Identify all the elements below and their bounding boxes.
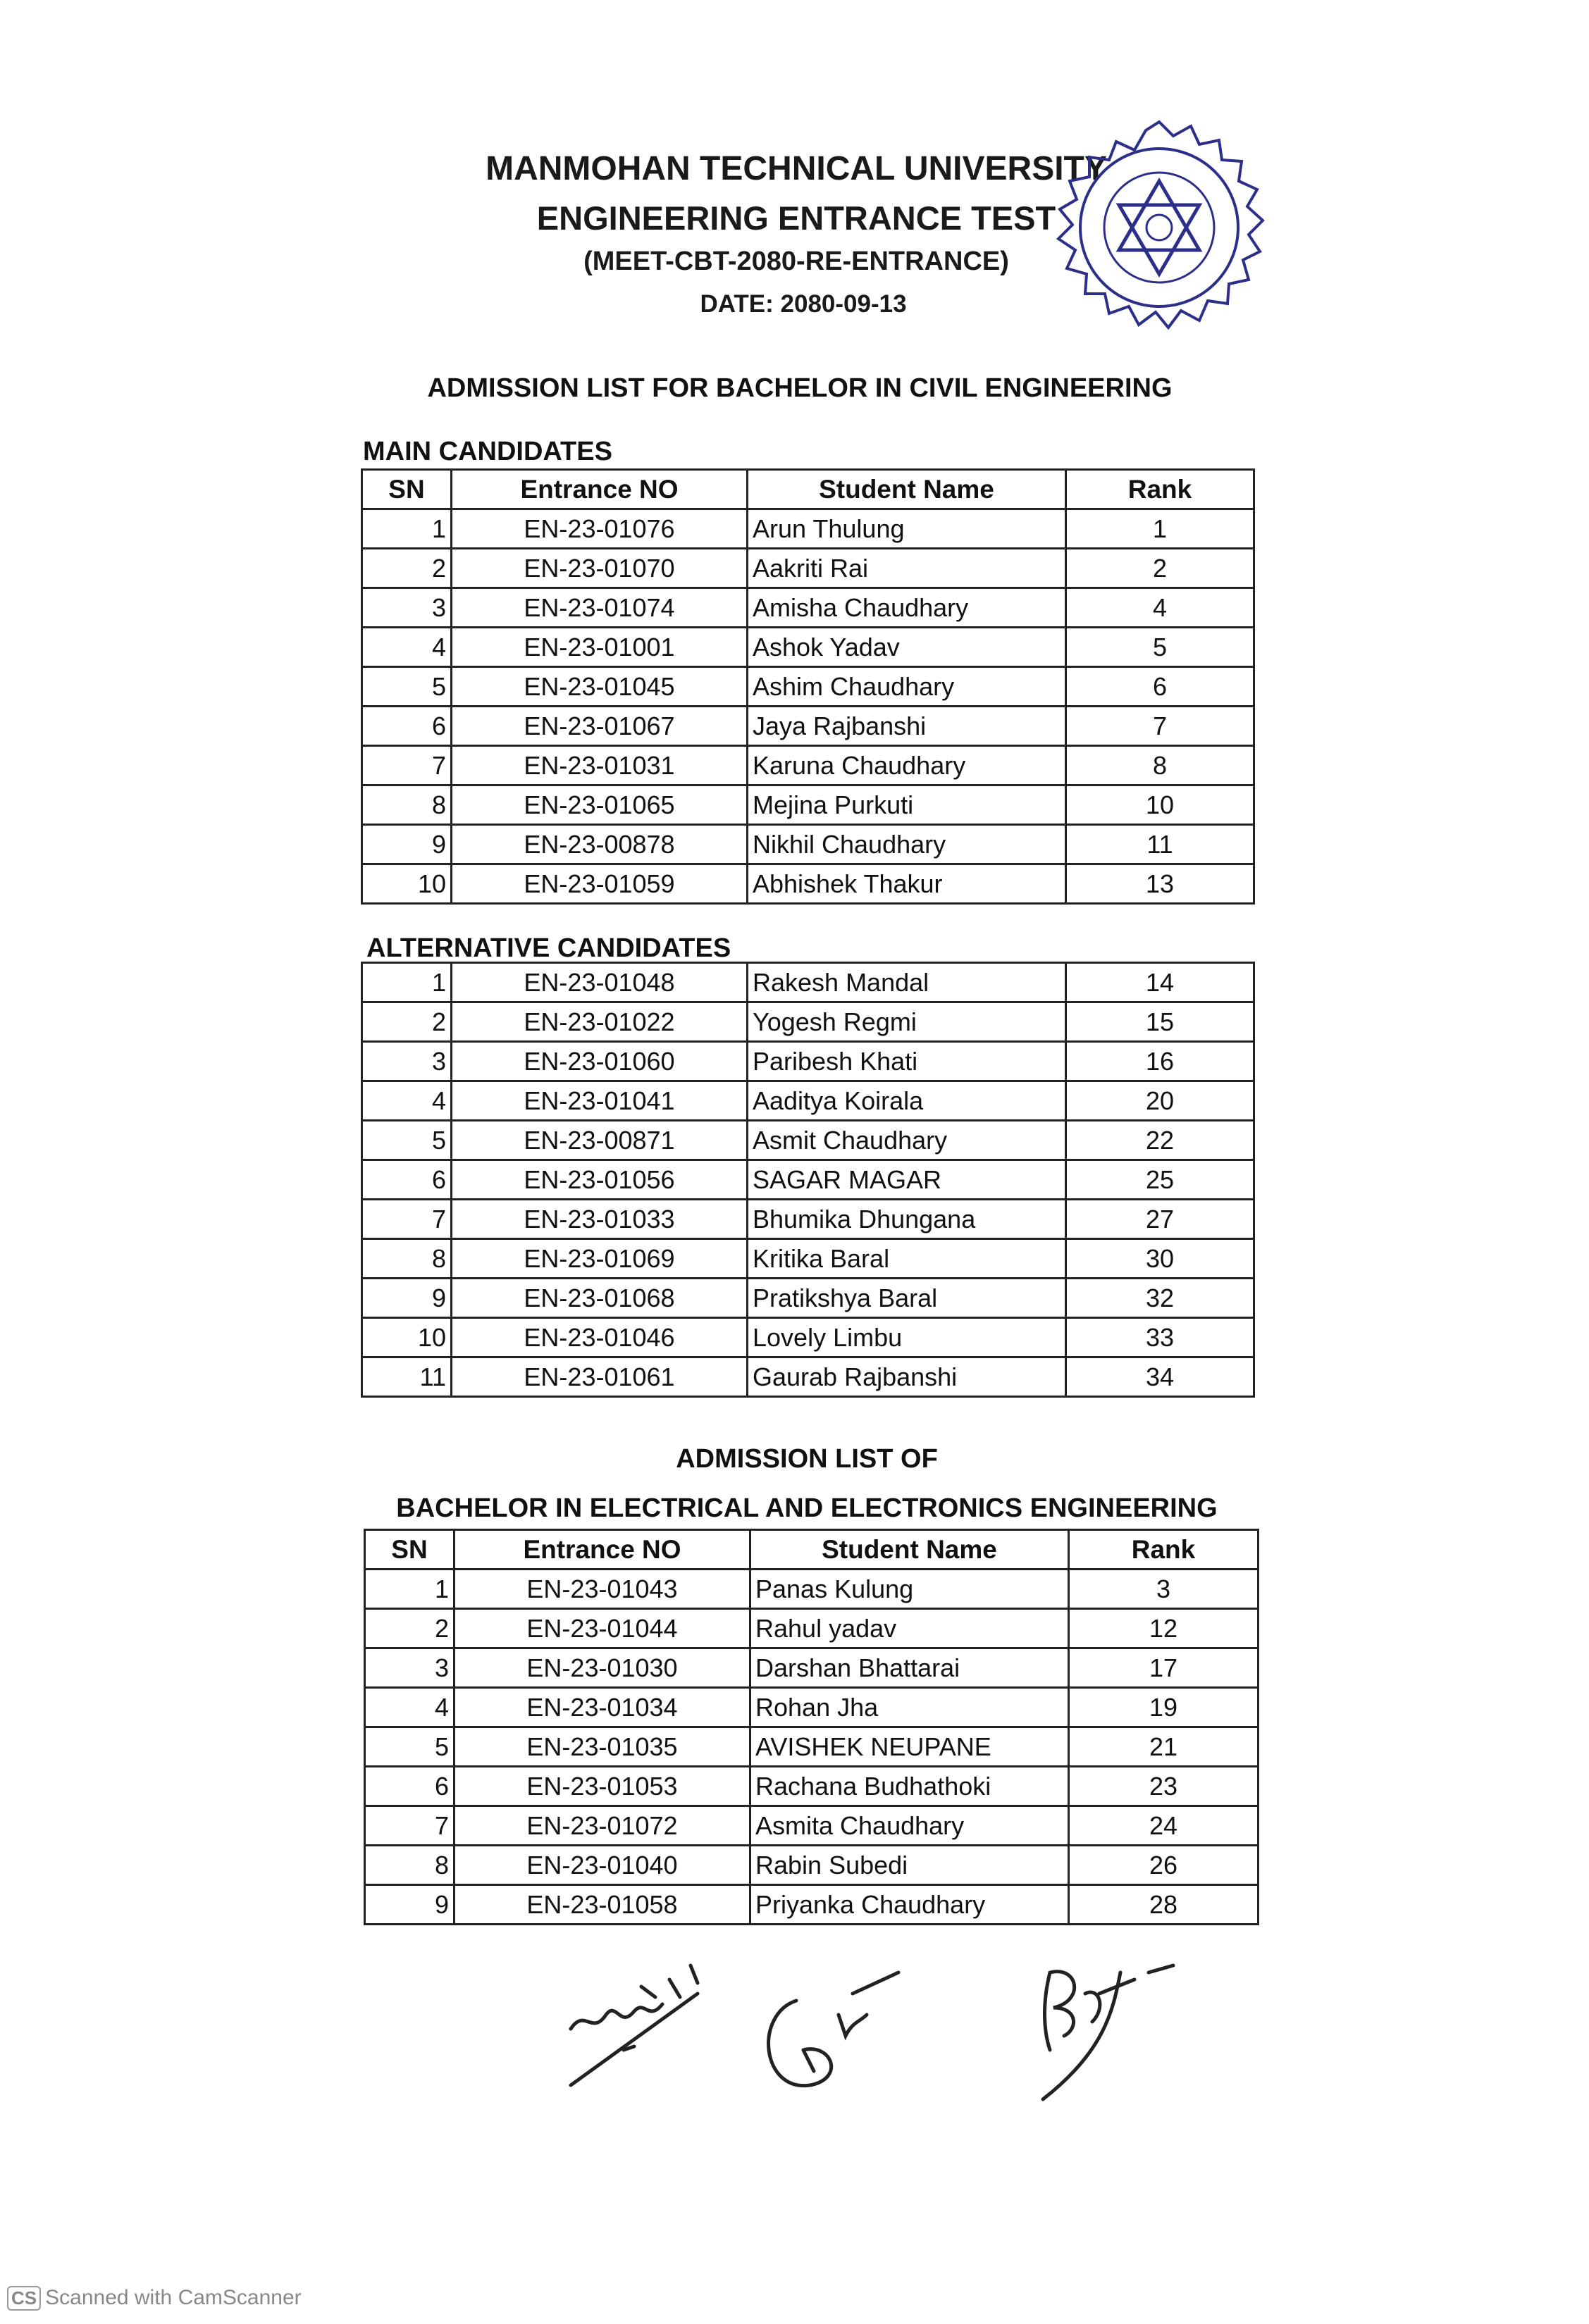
cell-entrance-no: EN-23-01069 [452, 1239, 748, 1279]
cell-rank: 2 [1066, 549, 1254, 588]
cell-rank: 27 [1066, 1200, 1254, 1239]
cell-rank: 1 [1066, 509, 1254, 549]
table-row [362, 1318, 1254, 1357]
cell-student-name: Lovely Limbu [748, 1318, 1066, 1357]
cell-entrance-no: EN-23-01030 [455, 1648, 750, 1688]
civil-alternative-table [361, 962, 1255, 1398]
cell-entrance-no: EN-23-00871 [452, 1121, 748, 1160]
cell-rank: 10 [1066, 785, 1254, 825]
cell-rank: 26 [1069, 1846, 1259, 1885]
civil-title: ADMISSION LIST FOR BACHELOR IN CIVIL ENGINEERING [427, 373, 1173, 403]
column-header-name: Student Name [748, 470, 1066, 509]
table-row [365, 1609, 1259, 1648]
cell-entrance-no: EN-23-01074 [452, 588, 748, 628]
electrical-title-line1: ADMISSION LIST OF [676, 1444, 938, 1474]
table-row [362, 667, 1254, 707]
column-header-sn: SN [362, 470, 452, 509]
cell-entrance-no: EN-23-01033 [452, 1200, 748, 1239]
cell-sn: 11 [362, 1357, 452, 1397]
cell-sn: 3 [365, 1648, 455, 1688]
cell-entrance-no: EN-23-01035 [455, 1727, 750, 1767]
table-row [365, 1727, 1259, 1767]
cell-rank: 17 [1069, 1648, 1259, 1688]
cell-student-name: Abhishek Thakur [748, 864, 1066, 904]
column-header-entrance: Entrance NO [455, 1530, 750, 1570]
cell-student-name: Arun Thulung [748, 509, 1066, 549]
column-header-rank: Rank [1069, 1530, 1259, 1570]
cell-student-name: Rohan Jha [750, 1688, 1069, 1727]
cell-student-name: Aaditya Koirala [748, 1081, 1066, 1121]
cell-student-name: AVISHEK NEUPANE [750, 1727, 1069, 1767]
table-row [362, 509, 1254, 549]
cell-student-name: Bhumika Dhungana [748, 1200, 1066, 1239]
cell-entrance-no: EN-23-01043 [455, 1570, 750, 1609]
cell-sn: 4 [365, 1688, 455, 1727]
cell-sn: 2 [362, 1002, 452, 1042]
table-row [365, 1648, 1259, 1688]
table-row [365, 1767, 1259, 1806]
cell-entrance-no: EN-23-01065 [452, 785, 748, 825]
table-row [362, 746, 1254, 785]
cell-entrance-no: EN-23-01034 [455, 1688, 750, 1727]
scanner-text: Scanned with CamScanner [45, 2286, 302, 2309]
cell-entrance-no: EN-23-01067 [452, 707, 748, 746]
cell-student-name: Nikhil Chaudhary [748, 825, 1066, 864]
cell-sn: 7 [365, 1806, 455, 1846]
cell-rank: 15 [1066, 1002, 1254, 1042]
cell-sn: 5 [362, 667, 452, 707]
cell-entrance-no: EN-23-01022 [452, 1002, 748, 1042]
signature-2 [747, 1930, 909, 2106]
cell-sn: 4 [362, 628, 452, 667]
table-row [362, 588, 1254, 628]
cell-student-name: Ashok Yadav [748, 628, 1066, 667]
cell-rank: 14 [1066, 963, 1254, 1002]
cell-sn: 9 [362, 825, 452, 864]
cell-sn: 1 [362, 963, 452, 1002]
scanner-watermark [7, 2286, 302, 2311]
column-header-rank: Rank [1066, 470, 1254, 509]
cell-sn: 1 [365, 1570, 455, 1609]
test-code: (MEET-CBT-2080-RE-ENTRANCE) [583, 247, 1009, 276]
cell-student-name: Paribesh Khati [748, 1042, 1066, 1081]
table-row [362, 1357, 1254, 1397]
cell-sn: 2 [362, 549, 452, 588]
table-row [362, 864, 1254, 904]
column-header-name: Student Name [750, 1530, 1069, 1570]
cell-rank: 24 [1069, 1806, 1259, 1846]
signature-1 [557, 1930, 740, 2106]
electrical-table [364, 1529, 1259, 1925]
cell-student-name: SAGAR MAGAR [748, 1160, 1066, 1200]
cell-entrance-no: EN-23-01053 [455, 1767, 750, 1806]
cell-student-name: Darshan Bhattarai [750, 1648, 1069, 1688]
table-row [362, 785, 1254, 825]
cell-rank: 8 [1066, 746, 1254, 785]
cell-student-name: Panas Kulung [750, 1570, 1069, 1609]
cell-entrance-no: EN-23-01058 [455, 1885, 750, 1925]
cell-sn: 9 [362, 1279, 452, 1318]
cell-student-name: Rahul yadav [750, 1609, 1069, 1648]
cell-entrance-no: EN-23-01068 [452, 1279, 748, 1318]
table-row [362, 1002, 1254, 1042]
cell-rank: 23 [1069, 1767, 1259, 1806]
cell-student-name: Rachana Budhathoki [750, 1767, 1069, 1806]
cell-rank: 3 [1069, 1570, 1259, 1609]
cell-rank: 22 [1066, 1121, 1254, 1160]
cell-sn: 8 [362, 785, 452, 825]
cell-rank: 13 [1066, 864, 1254, 904]
table-row [362, 963, 1254, 1002]
cell-entrance-no: EN-23-01059 [452, 864, 748, 904]
cell-sn: 8 [365, 1846, 455, 1885]
table-row [365, 1688, 1259, 1727]
cell-entrance-no: EN-23-01056 [452, 1160, 748, 1200]
table-row [362, 1279, 1254, 1318]
table-header-row [365, 1530, 1259, 1570]
main-candidates-label: MAIN CANDIDATES [363, 437, 612, 466]
table-row [362, 1081, 1254, 1121]
cell-sn: 2 [365, 1609, 455, 1648]
cell-student-name: Amisha Chaudhary [748, 588, 1066, 628]
cell-sn: 8 [362, 1239, 452, 1279]
cell-sn: 7 [362, 746, 452, 785]
cell-rank: 30 [1066, 1239, 1254, 1279]
cell-entrance-no: EN-23-01061 [452, 1357, 748, 1397]
cell-rank: 21 [1069, 1727, 1259, 1767]
cell-rank: 28 [1069, 1885, 1259, 1925]
cell-sn: 6 [362, 707, 452, 746]
alternative-candidates-label: ALTERNATIVE CANDIDATES [366, 933, 731, 963]
table-row [365, 1885, 1259, 1925]
camscanner-logo-icon: CS [7, 2286, 41, 2311]
cell-sn: 6 [365, 1767, 455, 1806]
table-row [362, 549, 1254, 588]
cell-student-name: Karuna Chaudhary [748, 746, 1066, 785]
test-date: DATE: 2080-09-13 [700, 290, 907, 318]
cell-student-name: Aakriti Rai [748, 549, 1066, 588]
column-header-entrance: Entrance NO [452, 470, 748, 509]
cell-student-name: Rabin Subedi [750, 1846, 1069, 1885]
cell-student-name: Ashim Chaudhary [748, 667, 1066, 707]
cell-student-name: Asmita Chaudhary [750, 1806, 1069, 1846]
cell-entrance-no: EN-23-01001 [452, 628, 748, 667]
cell-entrance-no: EN-23-01070 [452, 549, 748, 588]
cell-entrance-no: EN-23-00878 [452, 825, 748, 864]
cell-rank: 32 [1066, 1279, 1254, 1318]
university-name: MANMOHAN TECHNICAL UNIVERSITY [486, 150, 1107, 187]
cell-student-name: Asmit Chaudhary [748, 1121, 1066, 1160]
table-header-row [362, 470, 1254, 509]
cell-entrance-no: EN-23-01046 [452, 1318, 748, 1357]
cell-sn: 4 [362, 1081, 452, 1121]
table-row [362, 707, 1254, 746]
cell-rank: 25 [1066, 1160, 1254, 1200]
table-row [365, 1570, 1259, 1609]
cell-student-name: Rakesh Mandal [748, 963, 1066, 1002]
cell-rank: 34 [1066, 1357, 1254, 1397]
cell-entrance-no: EN-23-01040 [455, 1846, 750, 1885]
cell-sn: 10 [362, 1318, 452, 1357]
table-row [362, 1200, 1254, 1239]
cell-sn: 7 [362, 1200, 452, 1239]
cell-rank: 11 [1066, 825, 1254, 864]
cell-entrance-no: EN-23-01045 [452, 667, 748, 707]
cell-entrance-no: EN-23-01031 [452, 746, 748, 785]
cell-rank: 5 [1066, 628, 1254, 667]
cell-rank: 20 [1066, 1081, 1254, 1121]
cell-rank: 6 [1066, 667, 1254, 707]
civil-main-table [361, 468, 1255, 905]
cell-student-name: Jaya Rajbanshi [748, 707, 1066, 746]
table-row [362, 1121, 1254, 1160]
cell-entrance-no: EN-23-01060 [452, 1042, 748, 1081]
cell-student-name: Yogesh Regmi [748, 1002, 1066, 1042]
signature-3 [1022, 1930, 1184, 2106]
table-row [362, 1160, 1254, 1200]
table-row [362, 825, 1254, 864]
column-header-sn: SN [365, 1530, 455, 1570]
electrical-title-line2: BACHELOR IN ELECTRICAL AND ELECTRONICS ENGINEERING [396, 1493, 1218, 1523]
cell-sn: 6 [362, 1160, 452, 1200]
cell-sn: 5 [365, 1727, 455, 1767]
cell-sn: 3 [362, 588, 452, 628]
cell-rank: 33 [1066, 1318, 1254, 1357]
cell-rank: 16 [1066, 1042, 1254, 1081]
cell-sn: 9 [365, 1885, 455, 1925]
cell-student-name: Pratikshya Baral [748, 1279, 1066, 1318]
cell-entrance-no: EN-23-01044 [455, 1609, 750, 1648]
table-row [365, 1806, 1259, 1846]
cell-sn: 3 [362, 1042, 452, 1081]
university-seal-icon [1043, 116, 1275, 349]
cell-rank: 12 [1069, 1609, 1259, 1648]
table-row [365, 1846, 1259, 1885]
cell-entrance-no: EN-23-01072 [455, 1806, 750, 1846]
cell-rank: 7 [1066, 707, 1254, 746]
table-row [362, 628, 1254, 667]
cell-student-name: Priyanka Chaudhary [750, 1885, 1069, 1925]
cell-student-name: Gaurab Rajbanshi [748, 1357, 1066, 1397]
table-row [362, 1239, 1254, 1279]
test-name: ENGINEERING ENTRANCE TEST [536, 199, 1056, 237]
table-row [362, 1042, 1254, 1081]
cell-entrance-no: EN-23-01076 [452, 509, 748, 549]
cell-entrance-no: EN-23-01048 [452, 963, 748, 1002]
cell-sn: 5 [362, 1121, 452, 1160]
cell-entrance-no: EN-23-01041 [452, 1081, 748, 1121]
cell-rank: 4 [1066, 588, 1254, 628]
cell-sn: 1 [362, 509, 452, 549]
cell-sn: 10 [362, 864, 452, 904]
cell-rank: 19 [1069, 1688, 1259, 1727]
cell-student-name: Mejina Purkuti [748, 785, 1066, 825]
cell-student-name: Kritika Baral [748, 1239, 1066, 1279]
